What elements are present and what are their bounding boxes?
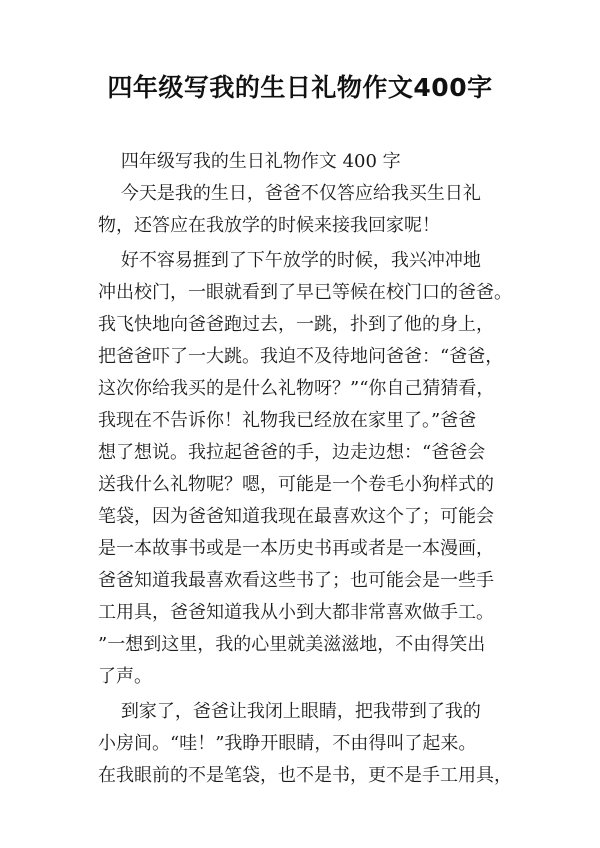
text-line: 小房间。“哇！”我睁开眼睛，不由得叫了起来。 xyxy=(98,733,477,754)
text-line: 到家了，爸爸让我闭上眼睛，把我带到了我的 xyxy=(98,701,481,722)
text-line: 四年级写我的生日礼物作文 400 字 xyxy=(98,151,401,172)
text-line: 是一本故事书或是一本历史书再或者是一本漫画， xyxy=(98,538,494,559)
text-line: 我现在不告诉你！礼物我已经放在家里了。”爸爸 xyxy=(98,410,477,431)
text-line: 在我眼前的不是笔袋，也不是书，更不是手工用具， xyxy=(98,765,512,786)
text-line: 想了想说。我拉起爸爸的手，边走边想：“爸爸会 xyxy=(98,442,486,463)
text-line: 笔袋，因为爸爸知道我现在最喜欢这个了；可能会 xyxy=(98,506,494,527)
text-line: 工用具，爸爸知道我从小到大都非常喜欢做手工。 xyxy=(98,602,494,623)
text-line: 爸爸知道我最喜欢看这些书了；也可能会是一些手 xyxy=(98,570,494,591)
text-line: 冲出校门，一眼就看到了早已等候在校门口的爸爸。 xyxy=(98,282,512,303)
document-body xyxy=(98,146,518,792)
text-line: 送我什么礼物呢？嗯，可能是一个卷毛小狗样式的 xyxy=(98,474,494,495)
text-line: 物，还答应在我放学的时候来接我回家呢！ xyxy=(98,215,440,236)
text-line: 我飞快地向爸爸跑过去，一跳，扑到了他的身上， xyxy=(98,314,494,335)
text-line: 这次你给我买的是什么礼物呀？”“你自己猜猜看， xyxy=(98,378,495,399)
document-title: 四年级写我的生日礼物作文400字 xyxy=(107,73,493,102)
text-line: 今天是我的生日，爸爸不仅答应给我买生日礼 xyxy=(98,183,481,204)
text-line: 好不容易捱到了下午放学的时候，我兴冲冲地 xyxy=(98,250,481,271)
text-line: 了声。 xyxy=(98,666,152,687)
text-line: 把爸爸吓了一大跳。我迫不及待地问爸爸：“爸爸， xyxy=(98,346,504,367)
text-line: ”一想到这里，我的心里就美滋滋地，不由得笑出 xyxy=(98,634,486,655)
